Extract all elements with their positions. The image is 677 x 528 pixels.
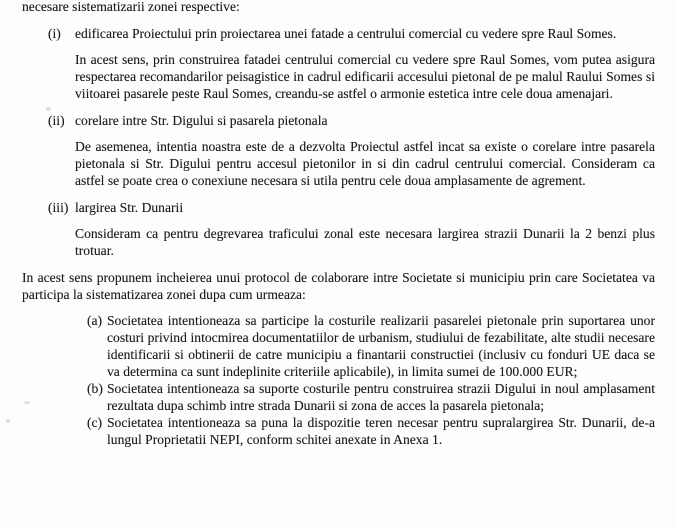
roman-item-i-label: (i) [48, 26, 61, 41]
roman-item-ii-title: corelare intre Str. Digului si pasarela pietonala [75, 113, 328, 128]
roman-item-iii-body: Consideram ca pentru degrevarea traficului zonal este necesara largirea strazii Dunarii la 2 benzi plus trotuar. [75, 226, 655, 258]
roman-item-ii [22, 112, 655, 129]
roman-item-iii-label: (iii) [48, 200, 69, 215]
roman-item-ii-label: (ii) [48, 113, 65, 128]
roman-item-i-body: In acest sens, prin construirea fatadei centrului comercial cu vedere spre Raul Somes, vom putea asigura respectarea recomandarilor peisagistice in cadrul edificarii accesului pietonal de pe malul Raului Somes si viitoarei pasarele peste Raul Somes, creandu-se astfel o armonie estetica intre cele doua amenajari. [75, 52, 655, 101]
letter-item-a-text: Societatea intentioneaza sa participe la costurile realizarii pasarelei pietonale prin suportarea unor costuri privind intocmirea documentatiilor de urbanism, studiului de fezabilitate, alte studii necesare identificarii si obtinerii de catre municipiu a finantarii constructiei (inclusiv cu fonduri UE daca se va determina ca sunt indeplinite criteriile aplicabile), in limita sumei de 100.000 EUR; [107, 313, 655, 379]
intro-line: necesare sistematizarii zonei respective: [22, 0, 240, 14]
roman-item-i [22, 25, 655, 42]
letter-item-c-text: Societatea intentioneaza sa puna la dispozitie teren necesar pentru supralargirea Str. Dunarii, de-a lungul Proprietatii NEPI, conform schitei anexate in Anexa 1. [107, 415, 655, 447]
scan-artifact [6, 419, 10, 423]
scan-artifact [24, 401, 30, 404]
roman-item-ii-body: De asemenea, intentia noastra este de a dezvolta Proiectul astfel incat sa existe o corelare intre pasarela pietonala si Str. Digului pentru accesul pietonilor in si din cadrul centrului comercial. Consideram ca astfel se poate crea o conexiune necesara si utila pentru cele doua amplasamente de agrement. [75, 139, 655, 188]
letter-item-b-label: (b) [87, 381, 103, 396]
letter-item-a-label: (a) [87, 313, 103, 328]
roman-item-i-title: edificarea Proiectului prin proiectarea unei fatade a centrului comercial cu vedere spre Raul Somes. [75, 26, 617, 41]
letter-item-c-label: (c) [87, 415, 103, 430]
roman-item-iii [22, 199, 655, 216]
protocol-paragraph: In acest sens propunem incheierea unui protocol de colaborare intre Societate si municipiu prin care Societatea va participa la sistematizarea zonei dupa cum urmeaza: [22, 270, 655, 302]
letter-list [22, 312, 655, 448]
scan-artifact [46, 107, 51, 111]
letter-item-a [87, 312, 655, 380]
letter-item-b [87, 380, 655, 414]
letter-item-c [87, 414, 655, 448]
letter-item-b-text: Societatea intentioneaza sa suporte costurile pentru construirea strazii Digului in noul amplasament rezultata dupa schimb intre strada Dunarii si zona de acces la pasarela pietonala; [107, 381, 655, 413]
roman-item-iii-title: largirea Str. Dunarii [75, 200, 184, 215]
